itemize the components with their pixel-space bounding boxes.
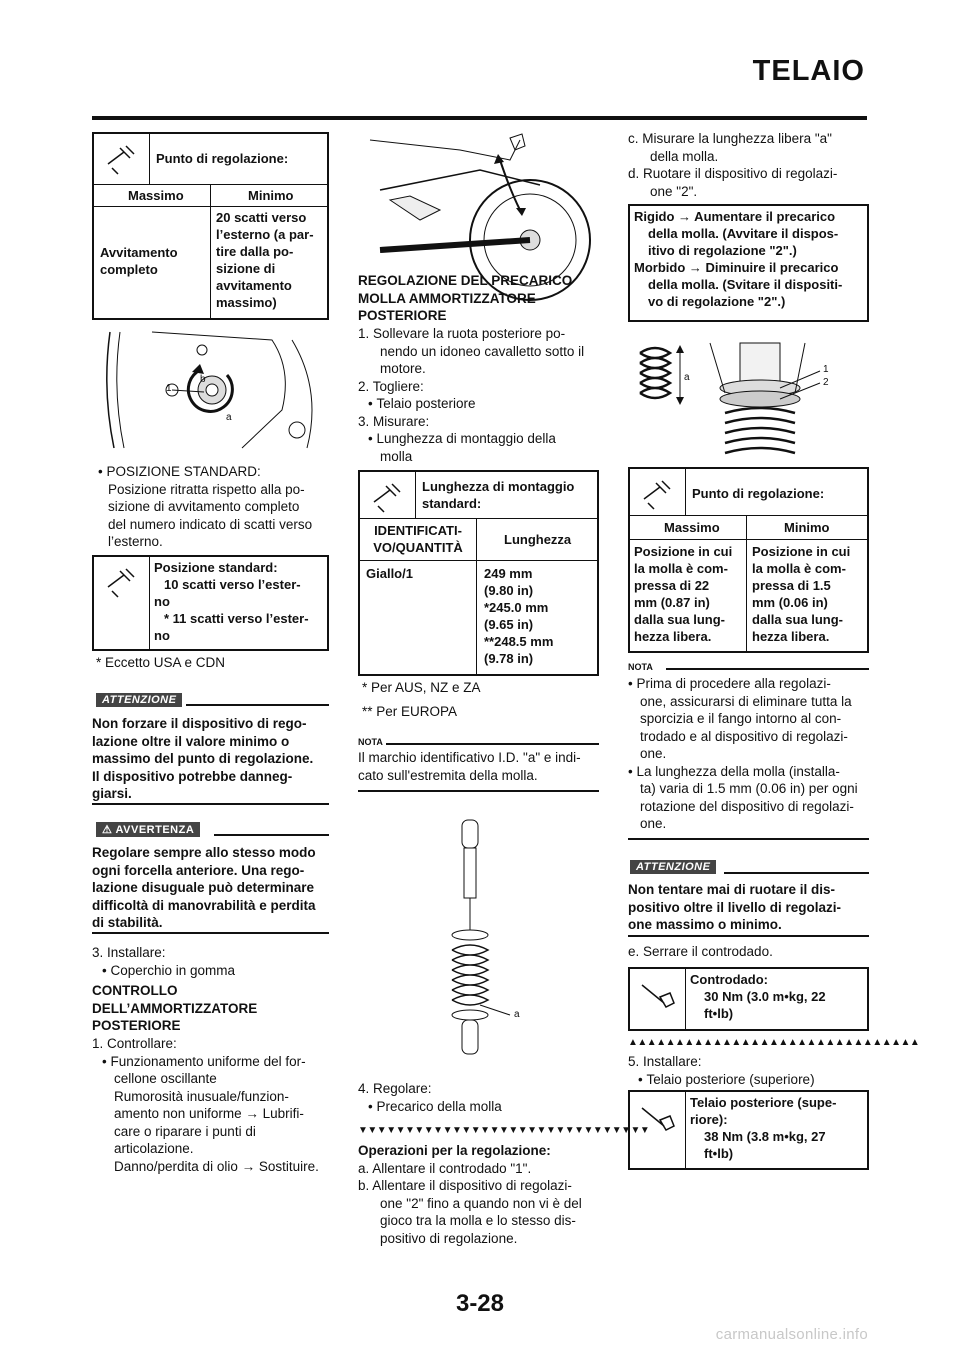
header-rule: [92, 116, 867, 120]
header-min: Minimo: [248, 188, 294, 203]
header-max: Massimo: [128, 188, 184, 203]
step-5-install: 5. Installare: • Telaio posteriore (superiore): [628, 1054, 815, 1087]
avvertenza-text: Regolare sempre allo stesso modo ogni forcella anteriore. Una rego- lazione disuguale può determinare difficoltà di manovrabilità e perdita di stabilità.: [92, 845, 316, 930]
adjustment-operations: Operazioni per la regolazione: a. Allentare il controdado "1". b. Allentare il dispositivo di regolazi- one "2" fino a quando non vi è del gioco tra la molla e lo stesso dis- positivo di regolazione.: [358, 1143, 582, 1246]
wrench-icon: [94, 134, 150, 184]
stiffness-box: Rigido → Aumentare il precarico della molla. (Avvitare il dispos- itivo di regolazione "2".) Morbido → Diminuire il precarico della molla. (Svitare il dispositi- vo di regolazione "2".): [628, 204, 869, 322]
rear-wheel-figure: [360, 130, 600, 270]
avvertenza-badge: ⚠ AVVERTENZA: [96, 820, 200, 838]
procedure-start-marker: ▼▼▼▼▼▼▼▼▼▼▼▼▼▼▼▼▼▼▼▼▼▼▼▼▼▼▼▼▼▼▼: [358, 1125, 650, 1136]
length-values: 249 mm (9.80 in) *245.0 mm (9.65 in) **248.5 mm (9.78 in): [484, 566, 554, 666]
attenzione-text: Non tentare mai di ruotare il dis- positivo oltre il livello di regolazi- one massimo o minimo.: [628, 882, 842, 932]
wrench-icon: [94, 557, 150, 649]
figure-label-b: b: [200, 374, 206, 385]
attenzione-badge: ATTENZIONE: [630, 857, 716, 875]
torque-rear-frame: Telaio posteriore (supe- riore): 38 Nm (3.8 m•kg, 27 ft•lb): [628, 1090, 869, 1170]
attenzione-text: Non forzare il dispositivo di rego- lazione oltre il valore minimo o massimo del punto di regolazione. Il dispositivo potrebbe danneg- giarsi.: [92, 716, 314, 801]
step-e: e. Serrare il controdado.: [628, 944, 773, 959]
adjust-point-table-1: [92, 132, 329, 320]
figure-label-2: 2: [823, 377, 829, 388]
figure-label-1: 1: [166, 383, 172, 394]
page-title: TELAIO: [752, 55, 865, 87]
figure-label-a: a: [514, 1009, 520, 1020]
identifier-value: Giallo/1: [366, 566, 413, 581]
adjust-point-table-2: Punto di regolazione: Massimo Minimo Posizione in cui la molla è com- pressa di 22 mm (0.87 in) dalla sua lung- hezza libera. Posizione in cui la molla è com- pressa di 1.5 mm (0.06 in) dalla sua lung- hezza libera.: [628, 467, 869, 653]
nota-text: • Prima di procedere alla regolazi- one, assicurarsi di eliminare tutta la sporcizia e il fango intorno al con- trodado e al dispositivo di regolazi- one. • La lunghezza della molla (installa- ta) varia di 1.5 mm (0.06 in) per ogni rotazione del dispositivo di regolazi- one.: [628, 676, 858, 831]
max-value: Avvitamento completo: [100, 245, 178, 277]
figure-label-a: a: [226, 412, 232, 423]
standard-position-table: Posizione standard: 10 scatti verso l’ester- no * 11 scatti verso l’ester- no: [92, 555, 329, 651]
min-value: 20 scatti verso l’esterno (a par- tire dalla po- sizione di avvitamento massimo): [216, 210, 314, 310]
watermark: carmanualsonline.info: [715, 1326, 868, 1343]
section-title-rear-shock-check: CONTROLLO DELL’AMMORTIZZATORE POSTERIORE: [92, 983, 258, 1033]
table-title: Punto di regolazione:: [156, 151, 289, 166]
nota-label: NOTA: [358, 737, 383, 747]
warning-icon: ⚠: [102, 824, 113, 836]
torque-wrench-icon: [630, 969, 686, 1029]
section-title-preload: REGOLAZIONE DEL PRECARICO MOLLA AMMORTIZZATORE POSTERIORE: [358, 273, 573, 323]
figure-label-a: a: [684, 372, 690, 383]
step-3-install: 3. Installare: • Coperchio in gomma: [92, 945, 236, 978]
spring-preload-figure: [630, 333, 865, 463]
footnote-europa: ** Per EUROPA: [362, 704, 458, 719]
steps-1-3: 1. Sollevare la ruota posteriore po- nendo un idoneo cavalletto sotto il motore. 2. Togliere: • Telaio posteriore 3. Misurare: • Lunghezza di montaggio della molla: [358, 326, 585, 464]
spring-length-table: Lunghezza di montaggio standard: IDENTIFICATI- VO/QUANTITÀ Lunghezza Giallo/1 249 mm (9.80 in) *245.0 mm (9.65 in) **248.5 mm (9.78 in): [358, 470, 599, 676]
page-number: 3-28: [455, 1290, 505, 1317]
wrench-icon: [360, 472, 416, 518]
torque-wrench-icon: [630, 1092, 686, 1168]
nota-text: Il marchio identificativo I.D. "a" e indi- cato sull'estremita della molla.: [358, 750, 581, 783]
figure-label-1: 1: [823, 364, 829, 375]
max-value: Posizione in cui la molla è com- pressa di 22 mm (0.87 in) dalla sua lung- hezza libera.: [634, 544, 733, 644]
step-1-check: 1. Controllare: • Funzionamento uniforme del for- cellone oscillante Rumorosità inusuale/funzion- amento non uniforme → Lubrifi- care o riparare i punti di articolazione. Danno/perdita di olio → Sostituire.: [92, 1036, 319, 1174]
footnote: * Eccetto USA e CDN: [96, 655, 226, 670]
steps-c-d: c. Misurare la lunghezza libera "a" della molla. d. Ruotare il dispositivo di regolazi- one "2".: [628, 131, 838, 199]
step-4-adjust: 4. Regolare: • Precarico della molla: [358, 1081, 502, 1114]
min-value: Posizione in cui la molla è com- pressa di 1.5 mm (0.06 in) dalla sua lung- hezza libera.: [752, 544, 851, 644]
procedure-end-marker: ▲▲▲▲▲▲▲▲▲▲▲▲▲▲▲▲▲▲▲▲▲▲▲▲▲▲▲▲▲▲▲: [628, 1037, 920, 1048]
footnote-aus: * Per AUS, NZ e ZA: [362, 680, 481, 695]
shock-absorber-figure: [440, 810, 560, 1060]
torque-locknut: Controdado: 30 Nm (3.0 m•kg, 22 ft•lb): [628, 967, 869, 1031]
attenzione-badge: ATTENZIONE: [96, 690, 182, 708]
standard-position-bullet: • POSIZIONE STANDARD: Posizione ritratta rispetto alla po- sizione di avvitamento completo del numero indicato di scatti verso l’esterno.: [98, 464, 313, 549]
wrench-icon: [630, 469, 686, 515]
nota-label: NOTA: [628, 662, 653, 672]
rebound-adjuster-figure: [92, 330, 332, 450]
